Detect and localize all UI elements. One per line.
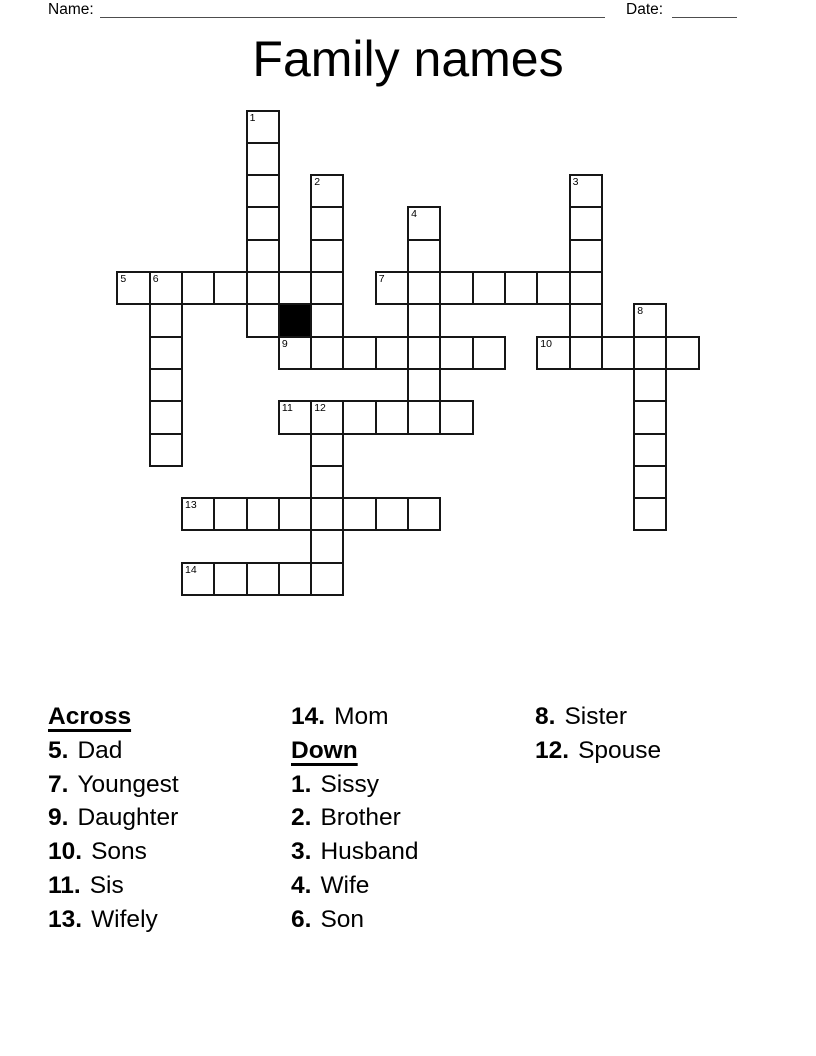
- clue-text: Sissy: [320, 770, 379, 798]
- cell-number: 3: [572, 176, 579, 189]
- grid-cell[interactable]: [278, 562, 312, 596]
- grid-cell[interactable]: [213, 497, 247, 531]
- grid-cell[interactable]: [407, 206, 441, 240]
- grid-cell[interactable]: [633, 303, 667, 337]
- blocked-cell: [278, 303, 312, 337]
- grid-cell[interactable]: [310, 271, 344, 305]
- grid-cell[interactable]: [375, 336, 409, 370]
- clue-item: [48, 904, 179, 938]
- grid-cell[interactable]: [569, 303, 603, 337]
- grid-cell[interactable]: [310, 206, 344, 240]
- clue-column: [48, 701, 179, 938]
- grid-cell[interactable]: [407, 368, 441, 402]
- grid-cell[interactable]: [149, 271, 183, 305]
- clue-column: [535, 701, 661, 769]
- clue-text: Sons: [91, 838, 147, 866]
- grid-cell[interactable]: [536, 271, 570, 305]
- grid-cell[interactable]: [665, 336, 699, 370]
- crossword-grid: [116, 110, 699, 597]
- clue-text: Daughter: [77, 804, 179, 832]
- grid-cell[interactable]: [213, 562, 247, 596]
- clue-number-label: 11.: [48, 871, 81, 899]
- clue-text: Sister: [564, 703, 628, 730]
- grid-cell[interactable]: [342, 336, 376, 370]
- grid-cell[interactable]: [149, 368, 183, 402]
- grid-cell[interactable]: [310, 303, 344, 337]
- cell-number: 11: [281, 402, 293, 415]
- clue-section-heading: [48, 701, 179, 735]
- grid-cell[interactable]: [181, 562, 215, 596]
- grid-cell[interactable]: [601, 336, 635, 370]
- grid-cell[interactable]: [246, 497, 280, 531]
- grid-cell[interactable]: [633, 465, 667, 499]
- clue-text: Sis: [89, 871, 124, 899]
- grid-cell[interactable]: [472, 271, 506, 305]
- cell-number: 12: [314, 402, 326, 415]
- cell-number: 5: [120, 273, 127, 286]
- grid-cell[interactable]: [310, 400, 344, 434]
- cell-number: 6: [152, 273, 159, 286]
- grid-cell[interactable]: [407, 336, 441, 370]
- grid-cell[interactable]: [407, 239, 441, 273]
- cell-number: 2: [314, 176, 321, 189]
- grid-cell[interactable]: [278, 497, 312, 531]
- clue-number-label: 1.: [291, 770, 312, 798]
- cell-number: 4: [411, 208, 417, 221]
- clue-number-label: 7.: [48, 770, 69, 798]
- grid-cell[interactable]: [246, 562, 280, 596]
- clue-item: [291, 904, 419, 938]
- grid-cell[interactable]: [246, 206, 280, 240]
- clue-number-label: 14.: [291, 703, 326, 730]
- clue-number-label: 12.: [535, 736, 570, 764]
- grid-cell[interactable]: [633, 368, 667, 402]
- grid-cell[interactable]: [149, 336, 183, 370]
- clue-column: [291, 701, 419, 938]
- grid-cell[interactable]: [633, 497, 667, 531]
- clue-text: Brother: [320, 804, 401, 832]
- grid-cell[interactable]: [569, 174, 603, 208]
- grid-cell[interactable]: [310, 465, 344, 499]
- date-fill-line[interactable]: [672, 17, 737, 18]
- grid-cell[interactable]: [407, 303, 441, 337]
- cell-number: 8: [637, 305, 644, 318]
- cell-number: 10: [540, 337, 552, 350]
- grid-cell[interactable]: [310, 336, 344, 370]
- clue-section-heading: [291, 735, 419, 769]
- grid-cell[interactable]: [310, 497, 344, 531]
- clue-number-label: 3.: [291, 838, 312, 866]
- clue-item: [291, 769, 419, 803]
- grid-cell[interactable]: [407, 497, 441, 531]
- clue-item: [48, 836, 179, 870]
- clue-item: [48, 735, 179, 769]
- grid-cell[interactable]: [439, 271, 473, 305]
- cell-number: 7: [378, 273, 385, 286]
- section-heading-text: Across: [48, 703, 132, 730]
- grid-cell[interactable]: [375, 400, 409, 434]
- grid-cell[interactable]: [213, 271, 247, 305]
- grid-cell[interactable]: [310, 562, 344, 596]
- clue-number-label: 5.: [48, 736, 69, 764]
- clue-number-label: 8.: [535, 703, 556, 730]
- clue-number-label: 6.: [291, 905, 312, 933]
- clue-text: Youngest: [77, 770, 179, 798]
- grid-cell[interactable]: [375, 497, 409, 531]
- clue-text: Wifely: [91, 905, 158, 933]
- name-fill-line[interactable]: [100, 17, 605, 18]
- clue-item: [291, 870, 419, 904]
- clue-number-label: 13.: [48, 905, 83, 933]
- grid-cell[interactable]: [246, 110, 280, 144]
- clue-text: Son: [320, 905, 365, 933]
- grid-cell[interactable]: [633, 400, 667, 434]
- grid-cell[interactable]: [181, 497, 215, 531]
- grid-cell[interactable]: [149, 400, 183, 434]
- grid-cell[interactable]: [439, 400, 473, 434]
- clue-item: [535, 735, 661, 769]
- grid-cell[interactable]: [569, 271, 603, 305]
- grid-cell[interactable]: [504, 271, 538, 305]
- grid-cell[interactable]: [278, 271, 312, 305]
- clue-number-label: 9.: [48, 804, 69, 832]
- puzzle-title: Family names: [252, 31, 564, 87]
- grid-cell[interactable]: [310, 239, 344, 273]
- grid-cell[interactable]: [246, 239, 280, 273]
- grid-cell[interactable]: [181, 271, 215, 305]
- grid-cell[interactable]: [569, 336, 603, 370]
- clue-text: Dad: [77, 736, 123, 764]
- clue-item: [535, 701, 661, 735]
- grid-cell[interactable]: [342, 400, 376, 434]
- clue-text: Husband: [320, 838, 419, 866]
- cell-number: 14: [184, 563, 197, 576]
- grid-cell[interactable]: [149, 433, 183, 467]
- grid-cell[interactable]: [536, 336, 570, 370]
- clue-item: [291, 802, 419, 836]
- grid-cell[interactable]: [569, 206, 603, 240]
- clue-number-label: 4.: [291, 871, 312, 899]
- grid-cell[interactable]: [439, 336, 473, 370]
- grid-cell[interactable]: [375, 271, 409, 305]
- date-label: Date:: [626, 1, 664, 18]
- clue-item: [48, 802, 179, 836]
- grid-cell[interactable]: [278, 336, 312, 370]
- grid-cell[interactable]: [246, 303, 280, 337]
- clue-item: [48, 769, 179, 803]
- grid-cell[interactable]: [278, 400, 312, 434]
- grid-cell[interactable]: [310, 433, 344, 467]
- clue-item: [291, 836, 419, 870]
- grid-cell[interactable]: [342, 497, 376, 531]
- clue-item: [291, 701, 419, 735]
- grid-cell[interactable]: [116, 271, 150, 305]
- grid-cell[interactable]: [407, 271, 441, 305]
- clue-text: Spouse: [578, 736, 662, 764]
- clue-number-label: 2.: [291, 804, 312, 832]
- grid-cell[interactable]: [246, 271, 280, 305]
- grid-cell[interactable]: [633, 336, 667, 370]
- clue-text: Mom: [334, 703, 389, 730]
- clue-text: Wife: [320, 871, 370, 899]
- grid-cell[interactable]: [407, 400, 441, 434]
- grid-cell[interactable]: [633, 433, 667, 467]
- grid-cell[interactable]: [569, 239, 603, 273]
- grid-cell[interactable]: [472, 336, 506, 370]
- clue-number-label: 10.: [48, 838, 83, 866]
- cell-number: 13: [184, 499, 197, 512]
- grid-cell[interactable]: [310, 529, 344, 563]
- clue-item: [48, 870, 179, 904]
- grid-cell[interactable]: [246, 174, 280, 208]
- cell-number: 1: [249, 111, 256, 124]
- cell-number: 9: [281, 337, 288, 350]
- section-heading-text: Down: [291, 736, 358, 764]
- name-label: Name:: [48, 1, 94, 18]
- grid-cell[interactable]: [149, 303, 183, 337]
- grid-cell[interactable]: [310, 174, 344, 208]
- grid-cell[interactable]: [246, 142, 280, 176]
